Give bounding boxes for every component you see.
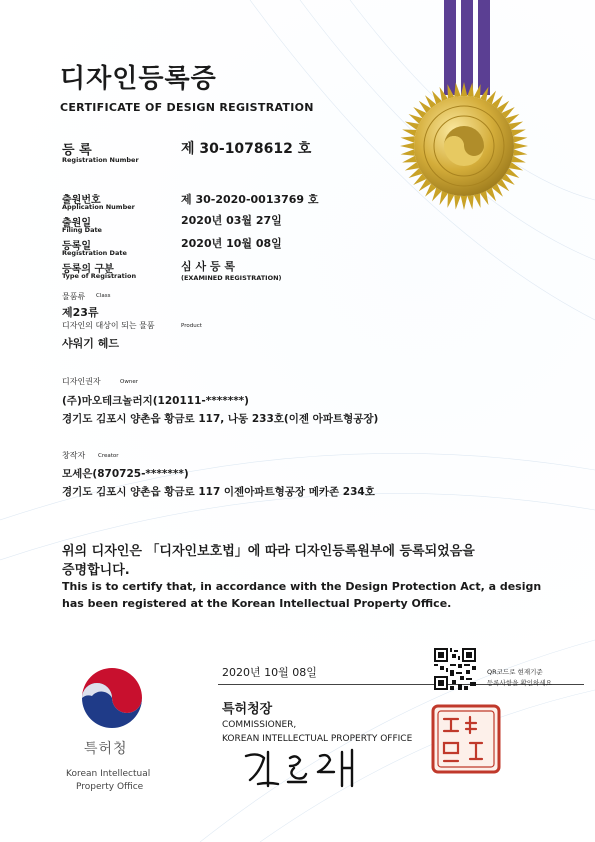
registration-type-label: 등록의 구분 (62, 264, 114, 275)
statement-ko-line1: 위의 디자인은 「디자인보호법」에 따라 디자인등록원부에 등록되었음을 (62, 544, 475, 559)
creator-label: 창작자 (62, 451, 86, 460)
owner-address: 경기도 김포시 양촌읍 황금로 117, 나동 233호(이젠 아파트형공장) (62, 413, 379, 425)
filing-date-label: 출원일 (62, 218, 91, 229)
owner-name: (주)마오테크놀러지(120111-*******) (62, 395, 249, 407)
class-label: 물품류 (62, 292, 86, 301)
page-title: 디자인등록증 (60, 64, 217, 94)
filing-date-label-en: Filing Date (62, 226, 102, 234)
registration-type: 심 사 등 록 (181, 260, 235, 273)
commissioner-ko: 특허청장 (222, 702, 273, 717)
registration-type-label-en: Type of Registration (62, 272, 137, 280)
creator-name: 모세은(870725-*******) (62, 468, 189, 480)
creator-address: 경기도 김포시 양촌읍 황금로 117 이젠아파트형공장 메카존 234호 (62, 486, 375, 498)
page-subtitle: CERTIFICATE OF DESIGN REGISTRATION (60, 101, 314, 114)
signature-icon (238, 746, 368, 790)
product-value: 샤워기 헤드 (62, 337, 119, 350)
statement-en-line1: This is to certify that, in accordance with the Design Protection Act, a design (62, 580, 542, 593)
qr-caption-line2: 등록사항을 확인하세요 (487, 679, 552, 687)
registration-label-en: Registration Number (62, 156, 139, 164)
registration-date: 2020년 10월 08일 (181, 237, 282, 250)
kipo-emblem-icon (78, 662, 146, 730)
kipo-logo-en2: Property Office (76, 782, 144, 792)
owner-label-en: Owner (120, 379, 138, 385)
commissioner-en2: KOREAN INTELLECTUAL PROPERTY OFFICE (222, 734, 413, 744)
gold-seal-icon (398, 80, 530, 212)
registration-type-en: (EXAMINED REGISTRATION) (181, 274, 282, 282)
commissioner-en1: COMMISSIONER, (222, 720, 297, 730)
statement-ko-line2: 증명합니다. (62, 563, 130, 578)
application-label-en: Application Number (62, 203, 135, 211)
product-label: 디자인의 대상이 되는 물품 (62, 321, 155, 330)
issue-date: 2020년 10월 08일 (222, 666, 317, 679)
application-label: 출원번호 (62, 195, 101, 206)
application-number: 제 30-2020-0013769 호 (181, 193, 319, 206)
filing-date: 2020년 03월 27일 (181, 214, 282, 227)
kipo-logo-ko: 특허청 (84, 741, 128, 757)
class-label-en: Class (96, 293, 111, 299)
owner-label: 디자인권자 (62, 377, 101, 386)
creator-label-en: Creator (98, 453, 119, 459)
class-value: 제23류 (62, 306, 99, 319)
qr-caption-line1: QR코드로 현재기준 (487, 668, 543, 676)
product-label-en: Product (181, 323, 202, 329)
registration-date-label-en: Registration Date (62, 249, 127, 257)
kipo-logo-en1: Korean Intellectual (66, 769, 151, 779)
official-seal-icon (430, 703, 502, 775)
registration-date-label: 등록일 (62, 241, 91, 252)
statement-en-line2: has been registered at the Korean Intellectual Property Office. (62, 597, 452, 610)
registration-label: 등 록 (62, 143, 92, 158)
qr-code-icon[interactable] (434, 648, 476, 690)
registration-number: 제 30-1078612 호 (181, 141, 312, 157)
